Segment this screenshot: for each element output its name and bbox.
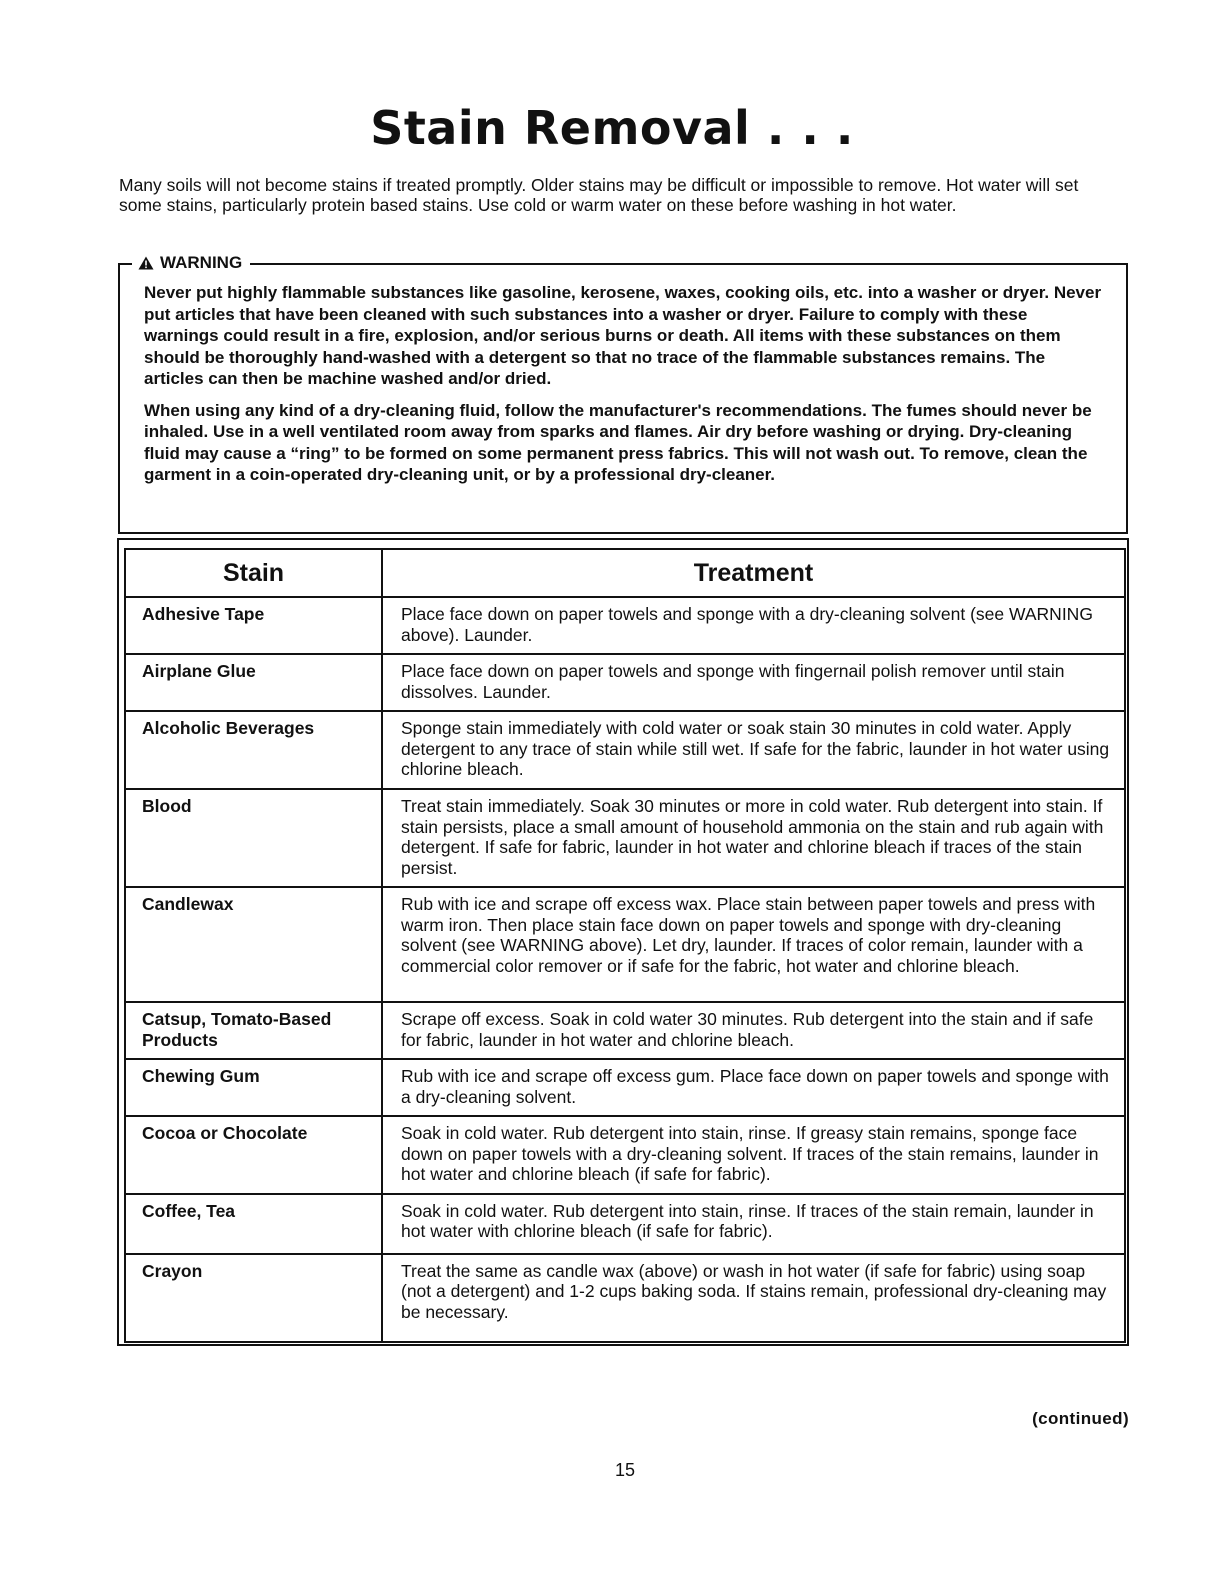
table-row <box>125 1059 1125 1116</box>
stain-cell: Blood <box>125 789 382 887</box>
warning-heading <box>132 252 250 274</box>
table-header-row <box>125 549 1125 597</box>
treatment-cell: Soak in cold water. Rub detergent into stain, rinse. If traces of the stain remain, launder in hot water with chlorine bleach (if safe for fabric). <box>382 1194 1125 1254</box>
page-title: Stain Removal . . . <box>370 100 854 155</box>
treatment-column-header: Treatment <box>382 549 1125 597</box>
warning-text <box>144 282 1104 496</box>
continued-note: (continued) <box>1032 1409 1129 1428</box>
table-row <box>125 654 1125 711</box>
warning-paragraph-1: Never put highly flammable substances like gasoline, kerosene, waxes, cooking oils, etc. into a washer or dryer. Never put articles that have been cleaned with such substances into a washer or dryer. Failure to comply with these warnings could result in a fire, explosion, and/or serious burns or death. All items with these substances on them should be thoroughly hand-washed with a detergent so that no trace of the flammable substances remains. The articles can then be machine washed and/or dried. <box>144 283 1102 388</box>
table-row <box>125 1254 1125 1342</box>
stain-table <box>124 548 1126 1343</box>
treatment-cell: Rub with ice and scrape off excess wax. Place stain between paper towels and press with warm iron. Then place stain face down on paper towels and sponge with dry-cleaning solvent (see WARNING above). Let dry, launder. If traces of color remain, launder with a commercial color remover or if safe for the fabric, hot water and chlorine bleach. <box>382 887 1125 1002</box>
warning-paragraph-2: When using any kind of a dry-cleaning fluid, follow the manufacturer's recommendations. The fumes should never be inhaled. Use in a well ventilated room away from sparks and flames. Air dry before washing or drying. Dry-cleaning fluid may cause a “ring” to be formed on some permanent press fabrics. This will not wash out. To remove, clean the garment in a coin-operated dry-cleaning unit, or by a professional dry-cleaner. <box>144 400 1092 484</box>
stain-cell: Coffee, Tea <box>125 1194 382 1254</box>
treatment-cell: Treat stain immediately. Soak 30 minutes or more in cold water. Rub detergent into stain. If stain persists, place a small amount of household ammonia on the stain and rub again with detergent. If safe for fabric, launder in hot water and chlorine bleach if traces of the stain persist. <box>382 789 1125 887</box>
stain-cell: Chewing Gum <box>125 1059 382 1116</box>
warning-divider <box>118 263 1128 265</box>
table-row <box>125 887 1125 1002</box>
treatment-cell: Place face down on paper towels and sponge with fingernail polish remover until stain dissolves. Launder. <box>382 654 1125 711</box>
table-row <box>125 1116 1125 1194</box>
stain-cell: Candlewax <box>125 887 382 1002</box>
treatment-cell: Treat the same as candle wax (above) or wash in hot water (if safe for fabric) using soap (not a detergent) and 1-2 cups baking soda. If stains remain, professional dry-cleaning may be necessary. <box>382 1254 1125 1342</box>
warning-label: WARNING <box>160 253 243 272</box>
intro-paragraph: Many soils will not become stains if treated promptly. Older stains may be difficult or impossible to remove. Hot water will set some stains, particularly protein based stains. Use cold or warm water on these before washing in hot water. <box>119 175 1079 215</box>
treatment-cell: Place face down on paper towels and sponge with a dry-cleaning solvent (see WARNING above). Launder. <box>382 597 1125 654</box>
stain-cell: Alcoholic Beverages <box>125 711 382 789</box>
table-row <box>125 1194 1125 1254</box>
treatment-cell: Soak in cold water. Rub detergent into stain, rinse. If greasy stain remains, sponge face down on paper towels with a dry-cleaning solvent. If traces of the stain remains, launder in hot water and chlorine bleach (if safe for fabric). <box>382 1116 1125 1194</box>
treatment-cell: Rub with ice and scrape off excess gum. Place face down on paper towels and sponge with a dry-cleaning solvent. <box>382 1059 1125 1116</box>
stain-cell: Cocoa or Chocolate <box>125 1116 382 1194</box>
treatment-cell: Sponge stain immediately with cold water or soak stain 30 minutes in cold water. Apply detergent to any trace of stain while still wet. If safe for the fabric, launder in hot water using chlorine bleach. <box>382 711 1125 789</box>
stain-cell: Catsup, Tomato-Based Products <box>125 1002 382 1059</box>
table-row <box>125 597 1125 654</box>
stain-column-header: Stain <box>125 549 382 597</box>
stain-cell: Crayon <box>125 1254 382 1342</box>
treatment-cell: Scrape off excess. Soak in cold water 30 minutes. Rub detergent into the stain and if safe for fabric, launder in hot water and chlorine bleach. <box>382 1002 1125 1059</box>
warning-triangle-icon <box>138 256 154 270</box>
stain-cell: Airplane Glue <box>125 654 382 711</box>
table-row <box>125 711 1125 789</box>
page-number: 15 <box>614 1460 636 1480</box>
table-row <box>125 1002 1125 1059</box>
table-row <box>125 789 1125 887</box>
stain-cell: Adhesive Tape <box>125 597 382 654</box>
